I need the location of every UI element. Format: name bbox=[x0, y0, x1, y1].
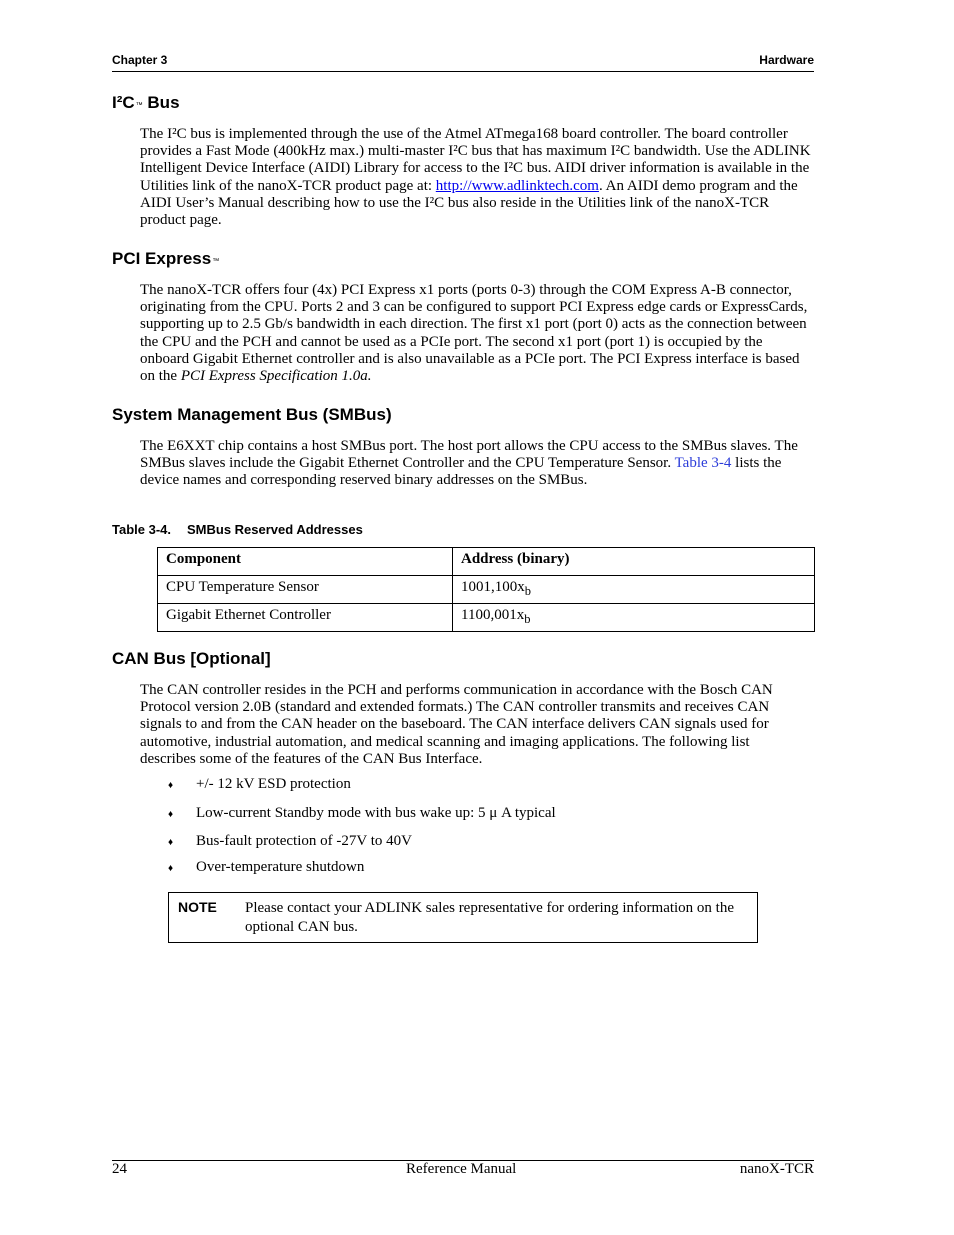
diamond-bullet-icon: ♦ bbox=[168, 837, 174, 848]
address-subscript: b bbox=[524, 612, 531, 626]
list-item-text: +/- 12 kV ESD protection bbox=[196, 776, 351, 792]
smbus-text-cont: lists the device names and corresponding reserved binary addresses on the SMBus. bbox=[140, 455, 782, 489]
i2c-heading-suffix: Bus bbox=[147, 93, 180, 112]
address-value: 1001,100x bbox=[461, 579, 525, 595]
trademark-mark: ™ bbox=[212, 258, 220, 265]
cell-address bbox=[453, 604, 815, 632]
table-caption bbox=[112, 522, 363, 537]
i2c-heading bbox=[112, 93, 180, 113]
pcie-heading-text: PCI Express bbox=[112, 249, 212, 268]
page-number: 24 bbox=[112, 1161, 127, 1177]
page-footer bbox=[112, 1160, 814, 1177]
cell-component: Gigabit Ethernet Controller bbox=[158, 604, 453, 632]
table-number: Table 3-4. bbox=[112, 522, 172, 537]
address-subscript: b bbox=[524, 584, 531, 598]
diamond-bullet-icon: ♦ bbox=[168, 809, 174, 820]
list-item-text: Low-current Standby mode with bus wake up: 5 μ A typical bbox=[196, 805, 556, 821]
pcie-text: The nanoX-TCR offers four (4x) PCI Express x1 ports (ports 0-3) through the COM Express A-B connector, originating from the CPU. Ports 2 and 3 can be configured to support PCI Express edge cards or ExpressCards, supporting up to 2.5 Gb/s bandwidth in each direction. The first x1 port (port 0) acts as the connection between the CPU and the PCH and cannot be used as a PCIe port. The second x1 port (port 1) is occupied by the onboard Gigabit Ethernet controller and is also unavailable as a PCIe port. The PCI Express interface is based on the bbox=[140, 282, 808, 385]
chapter-label: Chapter 3 bbox=[112, 53, 168, 67]
trademark-mark: ™ bbox=[135, 102, 143, 109]
section-label: Hardware bbox=[759, 53, 814, 67]
note-label: NOTE bbox=[178, 899, 217, 915]
table-title: SMBus Reserved Addresses bbox=[187, 522, 363, 537]
i2c-paragraph bbox=[140, 126, 814, 229]
smbus-text: The E6XXT chip contains a host SMBus port. The host port allows the CPU access to the SMBus slaves. The SMBus slaves include the Gigabit Ethernet Controller and the CPU Temperature Sensor. bbox=[140, 438, 798, 472]
table-xref-link[interactable]: Table 3-4 bbox=[674, 455, 732, 472]
note-box bbox=[168, 892, 758, 943]
smbus-heading: System Management Bus (SMBus) bbox=[112, 405, 392, 424]
can-paragraph: The CAN controller resides in the PCH and performs communication in accordance with the Bosch CAN Protocol version 2.0B (standard and extended formats.) The CAN controller transmits and receives CAN signals to and from the CAN header on the baseboard. The CAN interface delivers CAN signals used for automotive, industrial automation, and medical scanning and imaging applications. The following list describes some of the features of the CAN Bus Interface. bbox=[140, 682, 773, 767]
list-item-text: Bus-fault protection of -27V to 40V bbox=[196, 833, 412, 849]
cell-address bbox=[453, 576, 815, 604]
col-header-component: Component bbox=[158, 548, 453, 576]
page-header bbox=[112, 52, 814, 72]
list-item-text: Over-temperature shutdown bbox=[196, 859, 365, 875]
pcie-paragraph bbox=[140, 282, 814, 385]
table-row bbox=[158, 576, 815, 604]
smbus-address-table bbox=[157, 547, 815, 632]
i2c-text-cont: . An AIDI demo program and the AIDI User’s Manual describing how to use the I²C bus also reside in the Utilities link of the nanoX-TCR product page. bbox=[140, 177, 798, 229]
col-header-address: Address (binary) bbox=[453, 548, 815, 576]
pcie-heading bbox=[112, 249, 219, 269]
adlink-link[interactable]: http://www.adlinktech.com bbox=[435, 177, 599, 194]
i2c-heading-text: I²C bbox=[112, 93, 135, 112]
diamond-bullet-icon: ♦ bbox=[168, 863, 174, 874]
cell-component: CPU Temperature Sensor bbox=[158, 576, 453, 604]
smbus-paragraph bbox=[140, 438, 814, 490]
address-value: 1100,001x bbox=[461, 607, 525, 623]
note-text: Please contact your ADLINK sales representative for ordering information on the optional CAN bus. bbox=[245, 900, 735, 935]
footer-product: nanoX-TCR bbox=[739, 1161, 814, 1177]
diamond-bullet-icon: ♦ bbox=[168, 780, 174, 791]
footer-title: Reference Manual bbox=[406, 1161, 517, 1177]
table-header-row bbox=[158, 548, 815, 576]
pcie-spec-name: PCI Express Specification 1.0a. bbox=[180, 368, 372, 385]
can-heading: CAN Bus [Optional] bbox=[112, 649, 271, 668]
table-row bbox=[158, 604, 815, 632]
i2c-text: The I²C bus is implemented through the use of the Atmel ATmega168 board controller. The board controller provides a Fast Mode (400kHz max.) multi-master I²C bus that has maximum I²C bandwidth. Use the ADLINK Intelligent Device Interface (AIDI) Library for access to the I²C bus. AIDI driver information is available in the Utilities link of the nanoX-TCR product page at: bbox=[140, 126, 811, 194]
